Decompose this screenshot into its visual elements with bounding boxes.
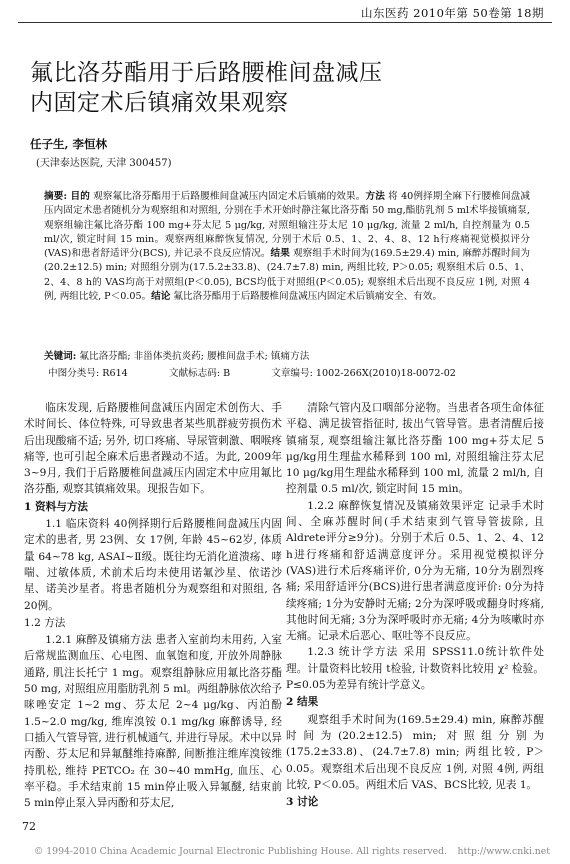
title-line-1: 氟比洛芬酯用于后路腰椎间盘减压: [30, 60, 383, 86]
clc-number: 中图分类号: R614: [48, 368, 128, 379]
left-column: [24, 400, 282, 811]
running-header: [0, 0, 570, 22]
intro-paragraph: 临床发现, 后路腰椎间盘减压内固定术创伤大、手术时间长、体位特殊, 可导致患者某些肌群疲劳损伤术后出现酸痛不适; 另外, 切口疼痛、导尿管刺激、咽喉疼痛等, 也可引起全麻术后患者躁动不适。为此, 2009年 3~9月, 我们于后路腰椎间盘减压内固定术中应用氟比洛芬酯, 观察其镇痛效果。现报告如下。: [24, 402, 282, 496]
document-code: 文献标志码: B: [168, 368, 231, 379]
footer-url[interactable]: http://www.cnki.net: [457, 846, 550, 857]
title-line-2: 内固定术后镇痛效果观察: [30, 90, 289, 116]
abstract-conclusion: 氟比洛芬酯用于后路腰椎间盘减压内固定术后镇痛安全、有效。: [170, 291, 443, 303]
section-heading-results: 2 结果: [286, 696, 319, 709]
copyright-notice: © 1994-2010 China Academic Journal Electronic Publishing House. All rights reserved.: [34, 846, 448, 857]
results-paragraph: 观察组手术时间为(169.5±29.4) min, 麻醉苏醒时间为(20.2±12.5) min; 对照组分别为(175.2±33.8)、(24.7±7.8) min; 两组比较, P＞0.05。观察组术后出现不良反应 1例, 对照 4例, 两组比较, P＜0.05。两组术后 VAS、BCS比较, 见表 1。: [286, 713, 544, 791]
statistics-paragraph: 1.2.3 统计学方法 采用 SPSS11.0统计软件处理。计量资料比较用 t检验, 计数资料比较用 χ² 检验。P≤0.05为差异有统计学意义。: [286, 646, 544, 692]
abstract-purpose: 观察氟比洛芬酯用于后路腰椎间盘减压内固定术后镇痛的效果。: [89, 191, 366, 202]
evaluation-paragraph: 1.2.2 麻醉恢复情况及镇痛效果评定 记录手术时间、全麻苏醒时间(手术结束到气管导管拔除, 且 Aldrete评分≥9分)。分别于术后 0.5、1、2、4、12 h进行疼痛和舒适满意度评分。采用视觉模拟评分(VAS)进行术后疼痛评价, 0分为无痛, 10分为剧烈疼痛; 采用舒适评分(BCS)进行患者满意度评价: 0分为持续疼痛; 1分为安静时无痛; 2分为深呼吸或翻身时疼痛, 其他时间无痛; 3分为深呼吸时亦无痛; 4分为咳嗽时亦无痛。记录术后恶心、呕吐等不良反应。: [286, 499, 544, 643]
article-ids: [48, 365, 494, 379]
authors: 任子生, 李恒林: [30, 137, 108, 151]
header-rule: [18, 22, 552, 23]
abstract-result: 观察组手术时间为(169.5±29.4) min, 麻醉苏醒时间为(20.2±12.5) min; 对照组分别为(17.5.2±33.8)、(24.7±7.8) min, 两组比较, P＞0.05; 观察组术后 0.5、1、2、4、8 h的 VAS均高于对照组(P＜0.05), BCS均低于对照组(P＜0.05); 观察组术后出现不良反应 1例, 对照 4例, 两组比较, P＜0.05。: [44, 248, 530, 303]
keywords: [44, 348, 530, 362]
pump-paragraph: 清除气管内及口咽部分泌物。当患者各项生命体征平稳、满足拔管指征时, 拔出气管导管。患者清醒后接镇痛泵, 观察组输注氟比洛芬酯 100 mg+芬太尼 5 μg/kg用生理盐水稀释到 100 ml, 对照组输注芬太尼 10 μg/kg用生理盐水稀释到 100 ml, 流量 2 ml/h, 自控剂量 0.5 ml/次, 锁定时间 15 min。: [286, 402, 544, 496]
affiliation: (天津泰达医院, 天津 300457): [36, 158, 172, 169]
anesthesia-paragraph: 1.2.1 麻醉及镇痛方法 患者入室前均未用药, 入室后常规监测血压、心电图、血氧饱和度, 开放外周静脉通路, 肌注长托宁 1 mg。观察组静脉应用氟比洛芬酯 50 mg, 对照组应用脂肪乳剂 5 ml。两组静脉依次给予咪唑安定 1~2 mg、芬太尼 2~4 μg/kg、丙泊酚 1.5~2.0 mg/kg, 维库溴铵 0.1 mg/kg 麻醉诱导, 经口插入气管导管, 进行机械通气, 并进行导尿。术中以异丙酚、芬太尼和异氟醚维持麻醉, 间断推注维库溴铵维持肌松, 维持 PETCO₂ 在 30~40 mmHg, 血压、心率平稳。手术结束前 15 min停止吸入异氟醚, 结束前 5 min停止泵入异丙酚和芬太尼,: [24, 634, 283, 810]
footer: [0, 838, 570, 864]
page-number: 72: [22, 820, 36, 833]
clinical-data-paragraph: 1.1 临床资料 40例择期行后路腰椎间盘减压内固定术的患者, 男 23例、女 17例, 年龄 45~62岁, 体质量 64~78 kg, ASAⅠ~Ⅱ级。既往均无消化道溃疡、哮喘、过敏体质, 术前术后均未使用诺氟沙星、依诺沙星、诺美沙星者。将患者随机分为观察组和对照组, 各 20例。: [24, 518, 282, 612]
article-title: [30, 58, 550, 118]
right-column: [286, 400, 544, 811]
abstract-method-label: 方法: [365, 191, 385, 202]
abstract-method: 将 40例择期全麻下行腰椎间盘减压内固定术患者随机分为观察组和对照组, 分别在手术开始时静注氟比洛芬酯 50 mg,酯肪乳剂 5 ml术毕接镇痛泵, 观察组输注氟比洛芬酯 100 mg+芬太尼 5 μg/kg, 对照组输注芬太尼 10 μg/kg, 流量 2 ml/h, 自控剂量为 0.5 ml/次, 锁定时间 15 min。观察两组麻醉恢复情况, 分别于术后 0.5、1、2、4、8、12 h行疼痛视觉模拟评分(VAS)和患者舒适评分(BCS), 并记录不良反应情况。: [44, 191, 531, 260]
section-heading-methods: 1 资料与方法: [24, 500, 89, 513]
abstract-purpose-label: 摘要: 目的: [44, 191, 90, 202]
abstract: [44, 190, 530, 304]
journal-citation: 山东医药 2010年第 50卷第 18期: [361, 6, 544, 20]
subsection-heading-method: 1.2 方法: [24, 616, 66, 629]
abstract-result-label: 结果: [270, 248, 290, 260]
section-heading-discussion: 3 讨论: [286, 796, 319, 809]
keywords-label: 关键词:: [44, 351, 77, 362]
article-number: 文章编号: 1002-266X(2010)18-0072-02: [271, 368, 456, 379]
keywords-text: 氟比洛芬酯; 非甾体类抗炎药; 腰椎间盘手术; 镇痛方法: [76, 351, 310, 362]
abstract-conclusion-label: 结论: [151, 291, 171, 303]
